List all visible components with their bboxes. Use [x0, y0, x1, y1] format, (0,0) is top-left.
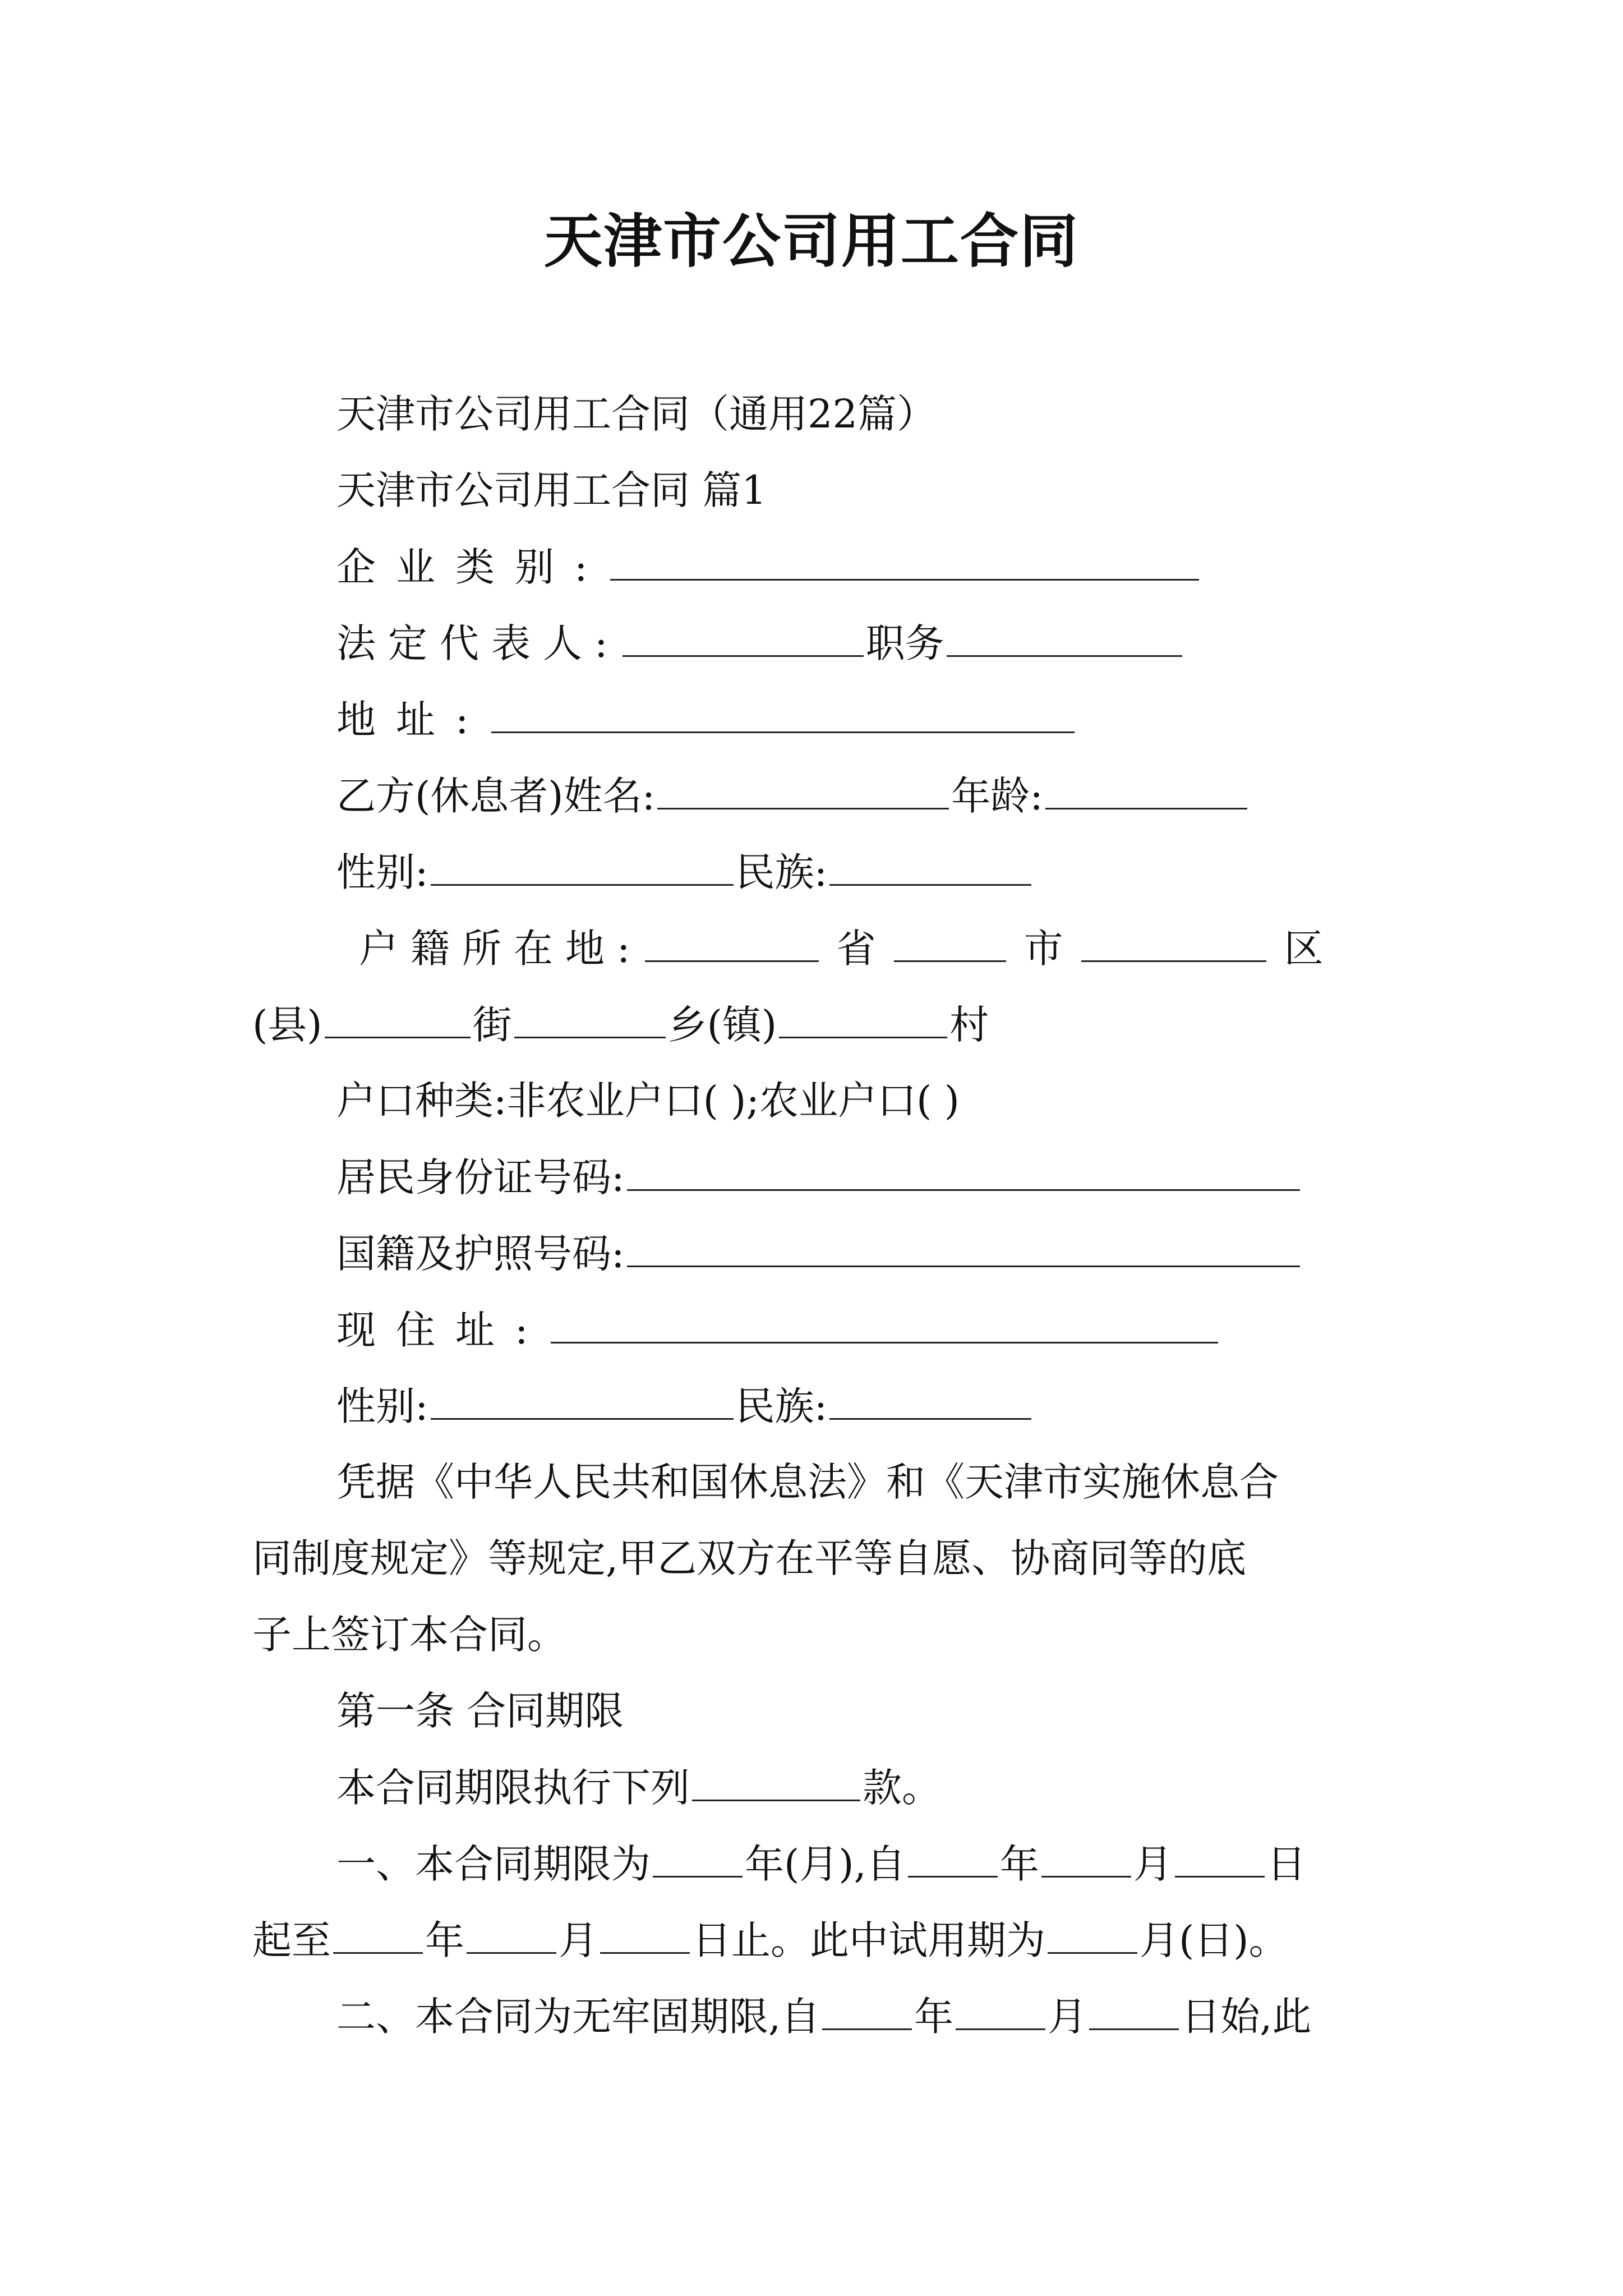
blank-address[interactable]	[491, 692, 1075, 733]
label-gender-2: 性别:	[336, 1383, 428, 1429]
blank-legal-rep[interactable]	[623, 616, 864, 657]
blank-province[interactable]	[645, 921, 819, 962]
blank-clause2-month[interactable]	[956, 1989, 1045, 2030]
document-title: 天津市公司用工合同	[543, 206, 1079, 275]
blank-clause1-end-day[interactable]	[600, 1913, 690, 1954]
blank-clause1-end-year[interactable]	[333, 1913, 423, 1954]
blank-passport[interactable]	[627, 1226, 1300, 1267]
label-household-reg: 户籍所在地:	[359, 926, 643, 972]
blank-current-address[interactable]	[551, 1303, 1218, 1343]
blank-county[interactable]	[325, 997, 471, 1038]
label-gender: 性别:	[336, 849, 428, 895]
label-street: 街	[472, 1002, 512, 1048]
blank-township[interactable]	[779, 997, 947, 1038]
label-city: 市	[1023, 926, 1063, 972]
label-enterprise-type: 企业类别:	[336, 544, 608, 590]
blank-ethnicity[interactable]	[829, 845, 1031, 886]
blank-clause1-end-month[interactable]	[467, 1913, 556, 1954]
blank-clause1-start-day[interactable]	[1175, 1837, 1265, 1878]
blank-gender-2[interactable]	[431, 1379, 734, 1420]
clause1-h: 月	[559, 1917, 598, 1963]
clause1-b: 年(月),自	[745, 1841, 906, 1887]
article1-text-end: 款。	[863, 1765, 941, 1811]
label-age: 年龄:	[951, 773, 1043, 819]
field-party-b-name	[336, 769, 1249, 822]
blank-party-b-name[interactable]	[657, 769, 949, 809]
clause2-c: 月	[1048, 1994, 1087, 2040]
article1-line	[336, 1760, 941, 1814]
clause2-b: 年	[914, 1994, 954, 2040]
clause2-line-1	[336, 1989, 1312, 2043]
field-passport	[336, 1226, 1302, 1280]
clause1-j: 月(日)。	[1140, 1917, 1288, 1963]
field-gender	[336, 845, 1034, 899]
clause1-a: 一、本合同期限为	[336, 1841, 651, 1887]
chapter-heading: 天津市公司用工合同 篇1	[336, 467, 767, 513]
blank-clause2-day[interactable]	[1089, 1989, 1179, 2030]
blank-gender[interactable]	[431, 845, 734, 886]
blank-age[interactable]	[1045, 769, 1247, 809]
label-id-number: 居民身份证号码:	[336, 1154, 625, 1200]
blank-street[interactable]	[514, 997, 666, 1038]
field-legal-rep	[336, 616, 1184, 670]
subtitle: 天津市公司用工合同（通用22篇）	[336, 391, 937, 437]
field-household-reg	[359, 921, 1324, 975]
label-township: 乡(镇)	[667, 1002, 777, 1048]
blank-clause1-start-month[interactable]	[1041, 1837, 1131, 1878]
label-address: 地址:	[336, 697, 489, 743]
clause1-line-2	[252, 1913, 1374, 1967]
label-province: 省	[836, 926, 876, 972]
clause1-i: 日止。此中试用期为	[692, 1917, 1045, 1963]
blank-clause1-probation[interactable]	[1048, 1913, 1137, 1954]
clause1-e: 日	[1266, 1841, 1306, 1887]
blank-id-number[interactable]	[627, 1150, 1300, 1191]
label-party-b-name: 乙方(休息者)姓名:	[336, 773, 656, 819]
blank-clause2-year[interactable]	[822, 1989, 912, 2030]
blank-city[interactable]	[894, 921, 1006, 962]
clause1-g: 年	[425, 1917, 464, 1963]
blank-clause1-term[interactable]	[653, 1837, 743, 1878]
blank-position[interactable]	[947, 616, 1182, 657]
label-legal-rep: 法定代表人:	[336, 620, 620, 666]
blank-article1[interactable]	[692, 1760, 860, 1801]
field-hukou-type: 户口种类:非农业户口( );农业户口( )	[336, 1078, 960, 1124]
field-id-number	[336, 1150, 1302, 1204]
field-current-address	[336, 1303, 1220, 1356]
intro-line-1: 凭据《中华人民共和国休息法》和《天津市实施休息合	[336, 1459, 1279, 1505]
field-household-reg-cont	[252, 997, 989, 1051]
article1-text: 本合同期限执行下列	[336, 1765, 690, 1811]
label-county: (县)	[252, 1002, 322, 1048]
label-village: 村	[949, 1002, 989, 1048]
field-address	[336, 692, 1077, 746]
clause2-d: 日始,此	[1181, 1994, 1312, 2040]
label-ethnicity: 民族:	[735, 849, 828, 895]
clause1-line-1	[336, 1837, 1306, 1890]
blank-clause1-start-year[interactable]	[908, 1837, 998, 1878]
label-passport: 国籍及护照号码:	[336, 1231, 625, 1277]
clause1-f: 起至	[252, 1917, 331, 1963]
blank-district[interactable]	[1081, 921, 1266, 962]
clause1-c: 年	[999, 1841, 1039, 1887]
label-district: 区	[1284, 926, 1324, 972]
blank-enterprise-type[interactable]	[610, 540, 1199, 581]
clause1-d: 月	[1133, 1841, 1173, 1887]
blank-ethnicity-2[interactable]	[829, 1379, 1031, 1420]
intro-line-3: 子上签订本合同。	[252, 1612, 566, 1658]
label-current-address: 现住址:	[336, 1307, 548, 1353]
label-ethnicity-2: 民族:	[735, 1383, 828, 1429]
clause2-a: 二、本合同为无牢固期限,自	[336, 1994, 820, 2040]
field-enterprise-type	[336, 540, 1201, 593]
intro-line-2: 同制度规定》等规定,甲乙双方在平等自愿、协商同等的底	[252, 1535, 1247, 1581]
field-gender-2	[336, 1379, 1034, 1433]
article1-heading: 第一条 合同期限	[336, 1688, 624, 1734]
label-position: 职务	[865, 620, 944, 666]
